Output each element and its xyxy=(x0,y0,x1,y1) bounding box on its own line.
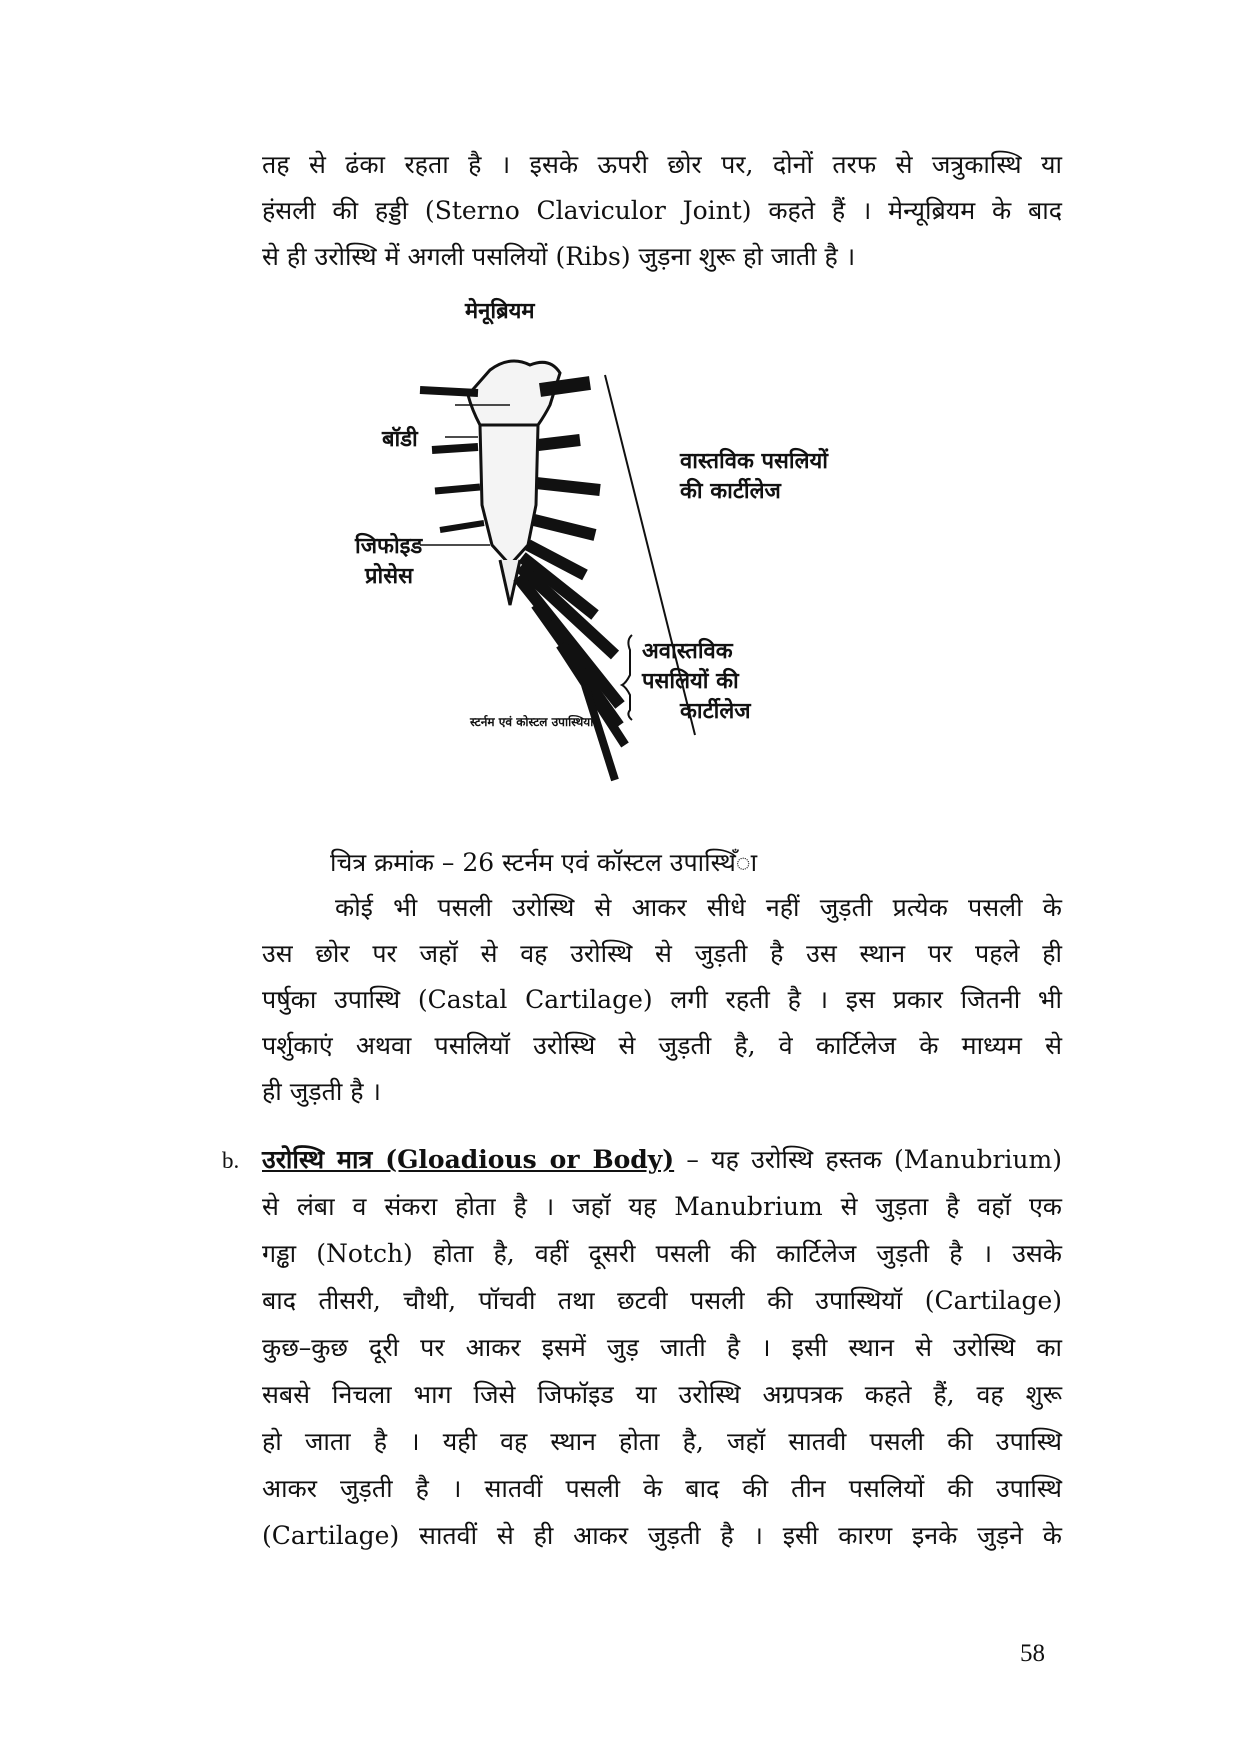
label-body: बॉडी xyxy=(382,427,418,452)
section-heading: उरोस्थि मात्र (Gloadious or Body) xyxy=(262,1145,675,1174)
text-line: हो जाता है । यही वह स्थान होता है, जहॉ सातवी पसली की उपास्थि xyxy=(262,1427,1062,1456)
label-xiphoid-line2: प्रोसेस xyxy=(365,564,413,589)
text-line: तह से ढंका रहता है । इसके ऊपरी छोर पर, दोनों तरफ से जत्रुकास्थि या xyxy=(262,150,1062,179)
text-line: बाद तीसरी, चौथी, पॉचवी तथा छटवी पसली की उपास्थियॉ (Cartilage) xyxy=(262,1286,1062,1315)
figure-caption: चित्र क्रमांक – 26 स्टर्नम एवं कॉस्टल उपास्थिँा xyxy=(330,848,758,877)
text-line: से ही उरोस्थि में अगली पसलियों (Ribs) जुड़ना शुरू हो जाती है । xyxy=(262,242,856,271)
text-line: कोई भी पसली उरोस्थि से आकर सीधे नहीं जुड़ती प्रत्येक पसली के xyxy=(335,893,1062,922)
text-line: से लंबा व संकरा होता है । जहॉ यह Manubrium से जुड़ता है वहॉ एक xyxy=(262,1192,1062,1221)
label-manubrium: मेनूब्रियम xyxy=(465,299,535,324)
label-false-ribs-line2: पसलियों की xyxy=(642,669,739,694)
text-line: गड्ढा (Notch) होता है, वहीं दूसरी पसली की कार्टिलेज जुड़ती है । उसके xyxy=(262,1239,1062,1268)
section-heading-line xyxy=(262,1145,1062,1175)
label-xiphoid-line1: जिफोइड xyxy=(355,534,423,559)
sternum-figure xyxy=(355,299,880,815)
sternum-ribs-drawing xyxy=(360,315,880,815)
text-line: (Cartilage) सातवीं से ही आकर जुड़ती है । इसी कारण इनके जुड़ने के xyxy=(262,1521,1062,1550)
list-marker: b. xyxy=(222,1148,240,1173)
text-line: उस छोर पर जहॉ से वह उरोस्थि से जुड़ती है उस स्थान पर पहले ही xyxy=(262,939,1062,968)
text-line: पर्षुका उपास्थि (Castal Cartilage) लगी रहती है । इस प्रकार जितनी भी xyxy=(262,985,1062,1014)
label-false-ribs-line3: कार्टीलेज xyxy=(680,699,751,724)
text-line: आकर जुड़ती है । सातवीं पसली के बाद की तीन पसलियों की उपास्थि xyxy=(262,1474,1062,1503)
text-line: सबसे निचला भाग जिसे जिफॉइड या उरोस्थि अग्रपत्रक कहते हैं, वह शुरू xyxy=(262,1380,1062,1409)
heading-rest: – यह उरोस्थि हस्तक (Manubrium) xyxy=(674,1145,1062,1174)
label-false-ribs-line1: अवास्तविक xyxy=(642,639,733,664)
text-line: कुछ–कुछ दूरी पर आकर इसमें जुड़ जाती है । इसी स्थान से उरोस्थि का xyxy=(262,1333,1062,1362)
label-true-ribs-line2: की कार्टीलेज xyxy=(680,479,781,504)
text-line: ही जुड़ती है । xyxy=(262,1077,381,1106)
figure-inner-caption: स्टर्नम एवं कोस्टल उपास्थियां। xyxy=(470,715,598,729)
text-line: पर्शुकाएं अथवा पसलियॉ उरोस्थि से जुड़ती है, वे कार्टिलेज के माध्यम से xyxy=(262,1031,1062,1060)
label-true-ribs-line1: वास्तविक पसलियों xyxy=(680,449,828,474)
text-line: हंसली की हड्डी (Sterno Claviculor Joint) कहते हैं । मेन्यूब्रियम के बाद xyxy=(262,196,1062,225)
page-number: 58 xyxy=(1020,1640,1045,1667)
